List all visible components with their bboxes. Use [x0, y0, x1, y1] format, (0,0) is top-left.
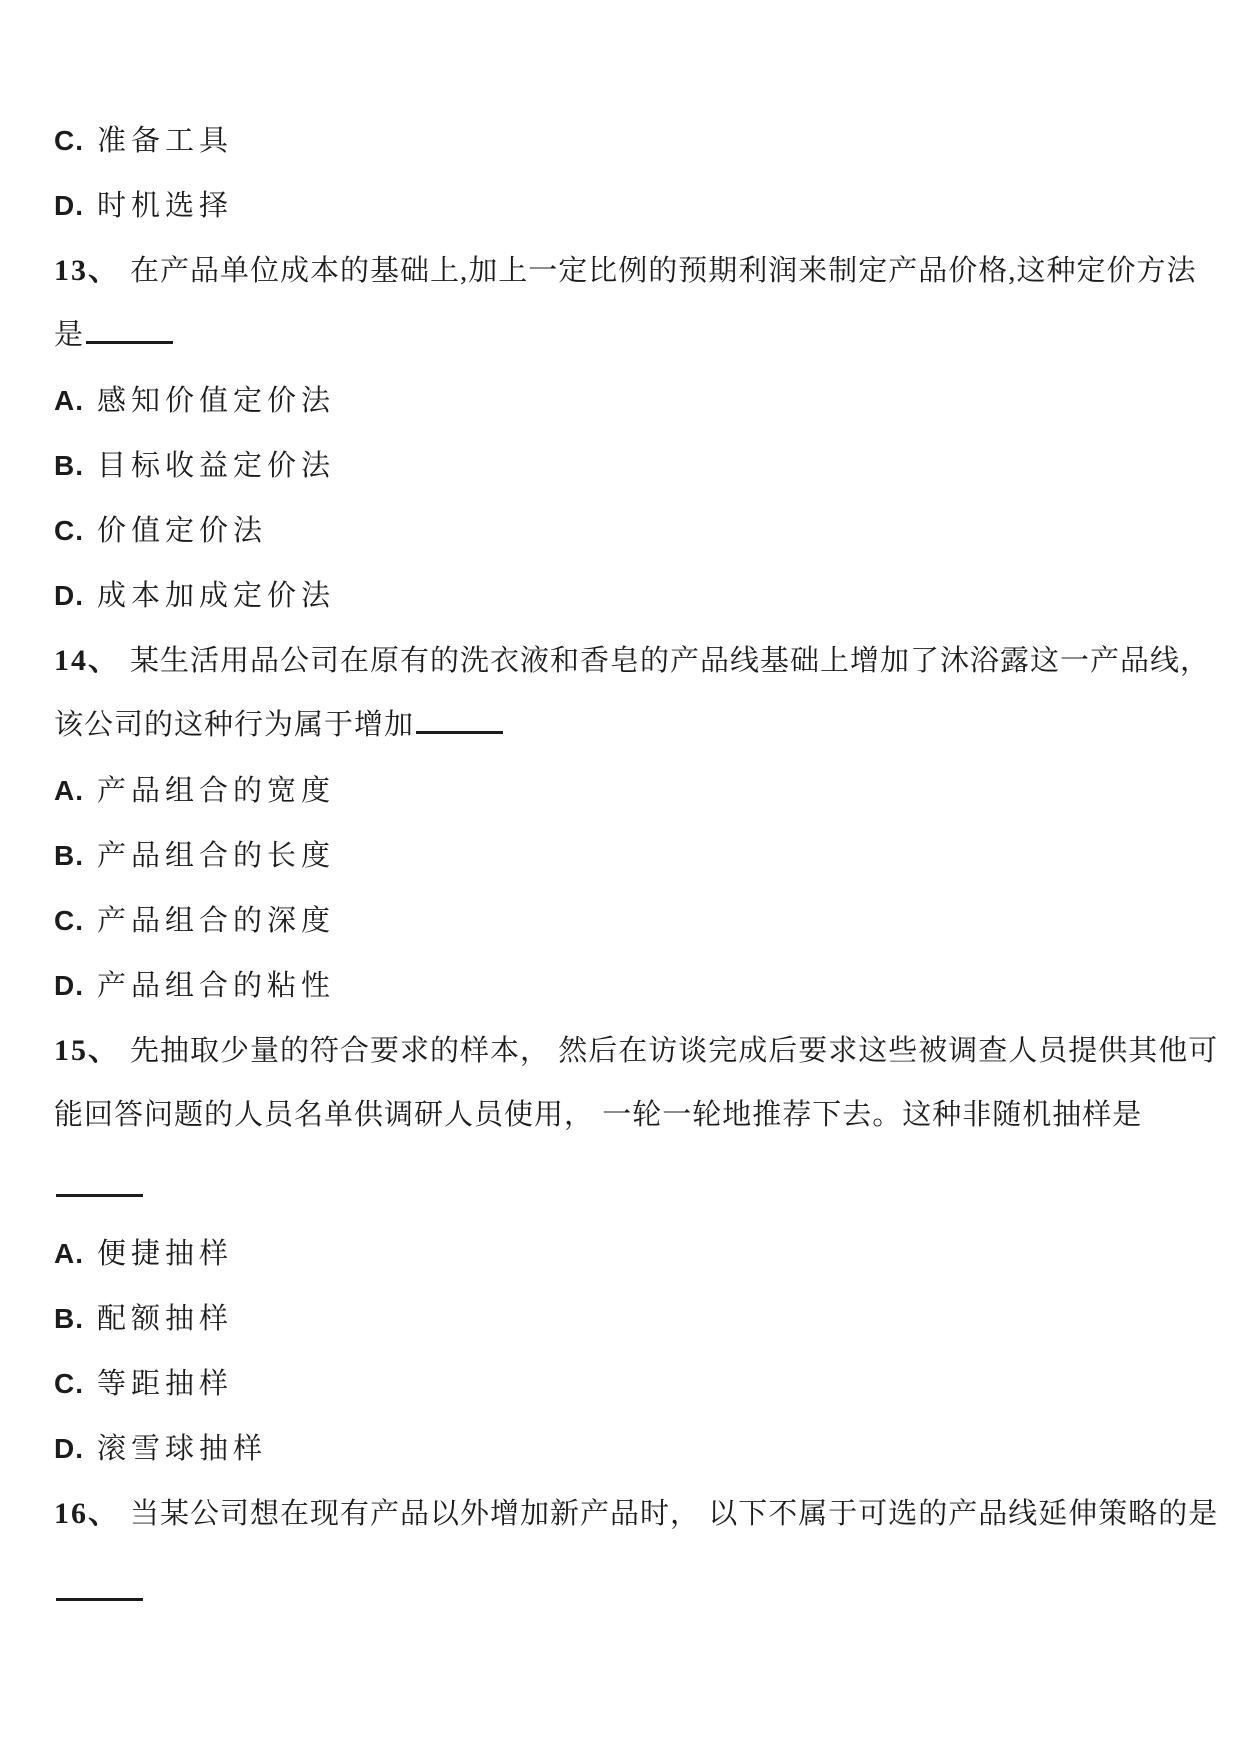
option-letter: C.	[54, 515, 84, 546]
option-letter: A.	[54, 775, 84, 806]
q13-answer-blank	[86, 338, 173, 344]
q16-blank-line	[54, 1560, 1190, 1625]
option-text: 产品组合的深度	[97, 905, 336, 937]
option-letter: D.	[54, 1433, 84, 1464]
q12-option-c-row	[54, 108, 1190, 173]
q14-option-c-row	[54, 888, 1190, 953]
q14-stem-text: 某生活用品公司在原有的洗衣液和香皂的产品线基础上增加了沐浴露这一产品线，	[130, 645, 1211, 677]
q14-number: 14、	[54, 644, 120, 677]
option-letter: A.	[54, 1238, 84, 1269]
option-letter: B.	[54, 840, 84, 871]
q13-stem-text: 在产品单位成本的基础上,加上一定比例的预期利润来制定产品价格,这种定价方法	[130, 255, 1197, 287]
q15-stem-text: 先抽取少量的符合要求的样本， 然后在访谈完成后要求这些被调查人员提供其他可	[130, 1035, 1219, 1067]
option-text: 滚雪球抽样	[97, 1433, 268, 1465]
option-text: 目标收益定价法	[97, 450, 336, 482]
q13-option-d-row	[54, 563, 1190, 628]
q15-stem-text-cont: 能回答问题的人员名单供调研人员使用， 一轮一轮地推荐下去。这种非随机抽样是	[54, 1099, 1143, 1131]
option-text: 便捷抽样	[97, 1238, 234, 1270]
option-text: 准备工具	[97, 125, 234, 157]
q13-stem-line1	[54, 238, 1197, 303]
q16-answer-blank	[56, 1595, 143, 1601]
q15-option-d-row	[54, 1416, 1190, 1481]
q13-option-a-row	[54, 368, 1190, 433]
q14-option-d-row	[54, 953, 1190, 1018]
q14-stem-line1	[54, 628, 1211, 693]
option-text: 产品组合的粘性	[97, 970, 336, 1002]
q12-option-d-row	[54, 173, 1190, 238]
q15-stem-line2	[54, 1083, 1190, 1148]
q15-blank-line	[54, 1156, 1190, 1221]
option-letter: D.	[54, 580, 84, 611]
option-text: 配额抽样	[97, 1303, 234, 1335]
q16-stem-text: 当某公司想在现有产品以外增加新产品时， 以下不属于可选的产品线延伸策略的是	[130, 1498, 1219, 1530]
option-text: 价值定价法	[97, 515, 268, 547]
option-letter: A.	[54, 385, 84, 416]
q15-option-a-row	[54, 1221, 1190, 1286]
q13-option-c-row	[54, 498, 1190, 563]
option-text: 产品组合的长度	[97, 840, 336, 872]
option-text: 感知价值定价法	[97, 385, 336, 417]
q14-stem-line2	[54, 693, 1190, 758]
option-text: 产品组合的宽度	[97, 775, 336, 807]
option-text: 时机选择	[97, 190, 234, 222]
q14-option-a-row	[54, 758, 1190, 823]
q16-number: 16、	[54, 1497, 120, 1530]
q15-answer-blank	[56, 1191, 143, 1197]
q14-stem-text-cont: 该公司的这种行为属于增加	[54, 709, 415, 741]
q13-stem-text-cont: 是	[54, 319, 85, 351]
q16-stem-line1	[54, 1481, 1219, 1546]
q14-answer-blank	[416, 728, 503, 734]
option-letter: B.	[54, 1303, 84, 1334]
option-letter: C.	[54, 1368, 84, 1399]
q15-stem-line1	[54, 1018, 1219, 1083]
q15-option-c-row	[54, 1351, 1190, 1416]
q15-option-b-row	[54, 1286, 1190, 1351]
option-letter: D.	[54, 970, 84, 1001]
option-letter: B.	[54, 450, 84, 481]
q13-stem-line2	[54, 303, 1190, 368]
option-text: 等距抽样	[97, 1368, 234, 1400]
option-letter: C.	[54, 125, 84, 156]
option-text: 成本加成定价法	[97, 580, 336, 612]
option-letter: C.	[54, 905, 84, 936]
q13-number: 13、	[54, 254, 120, 287]
q15-number: 15、	[54, 1034, 120, 1067]
q13-option-b-row	[54, 433, 1190, 498]
q14-option-b-row	[54, 823, 1190, 888]
option-letter: D.	[54, 190, 84, 221]
